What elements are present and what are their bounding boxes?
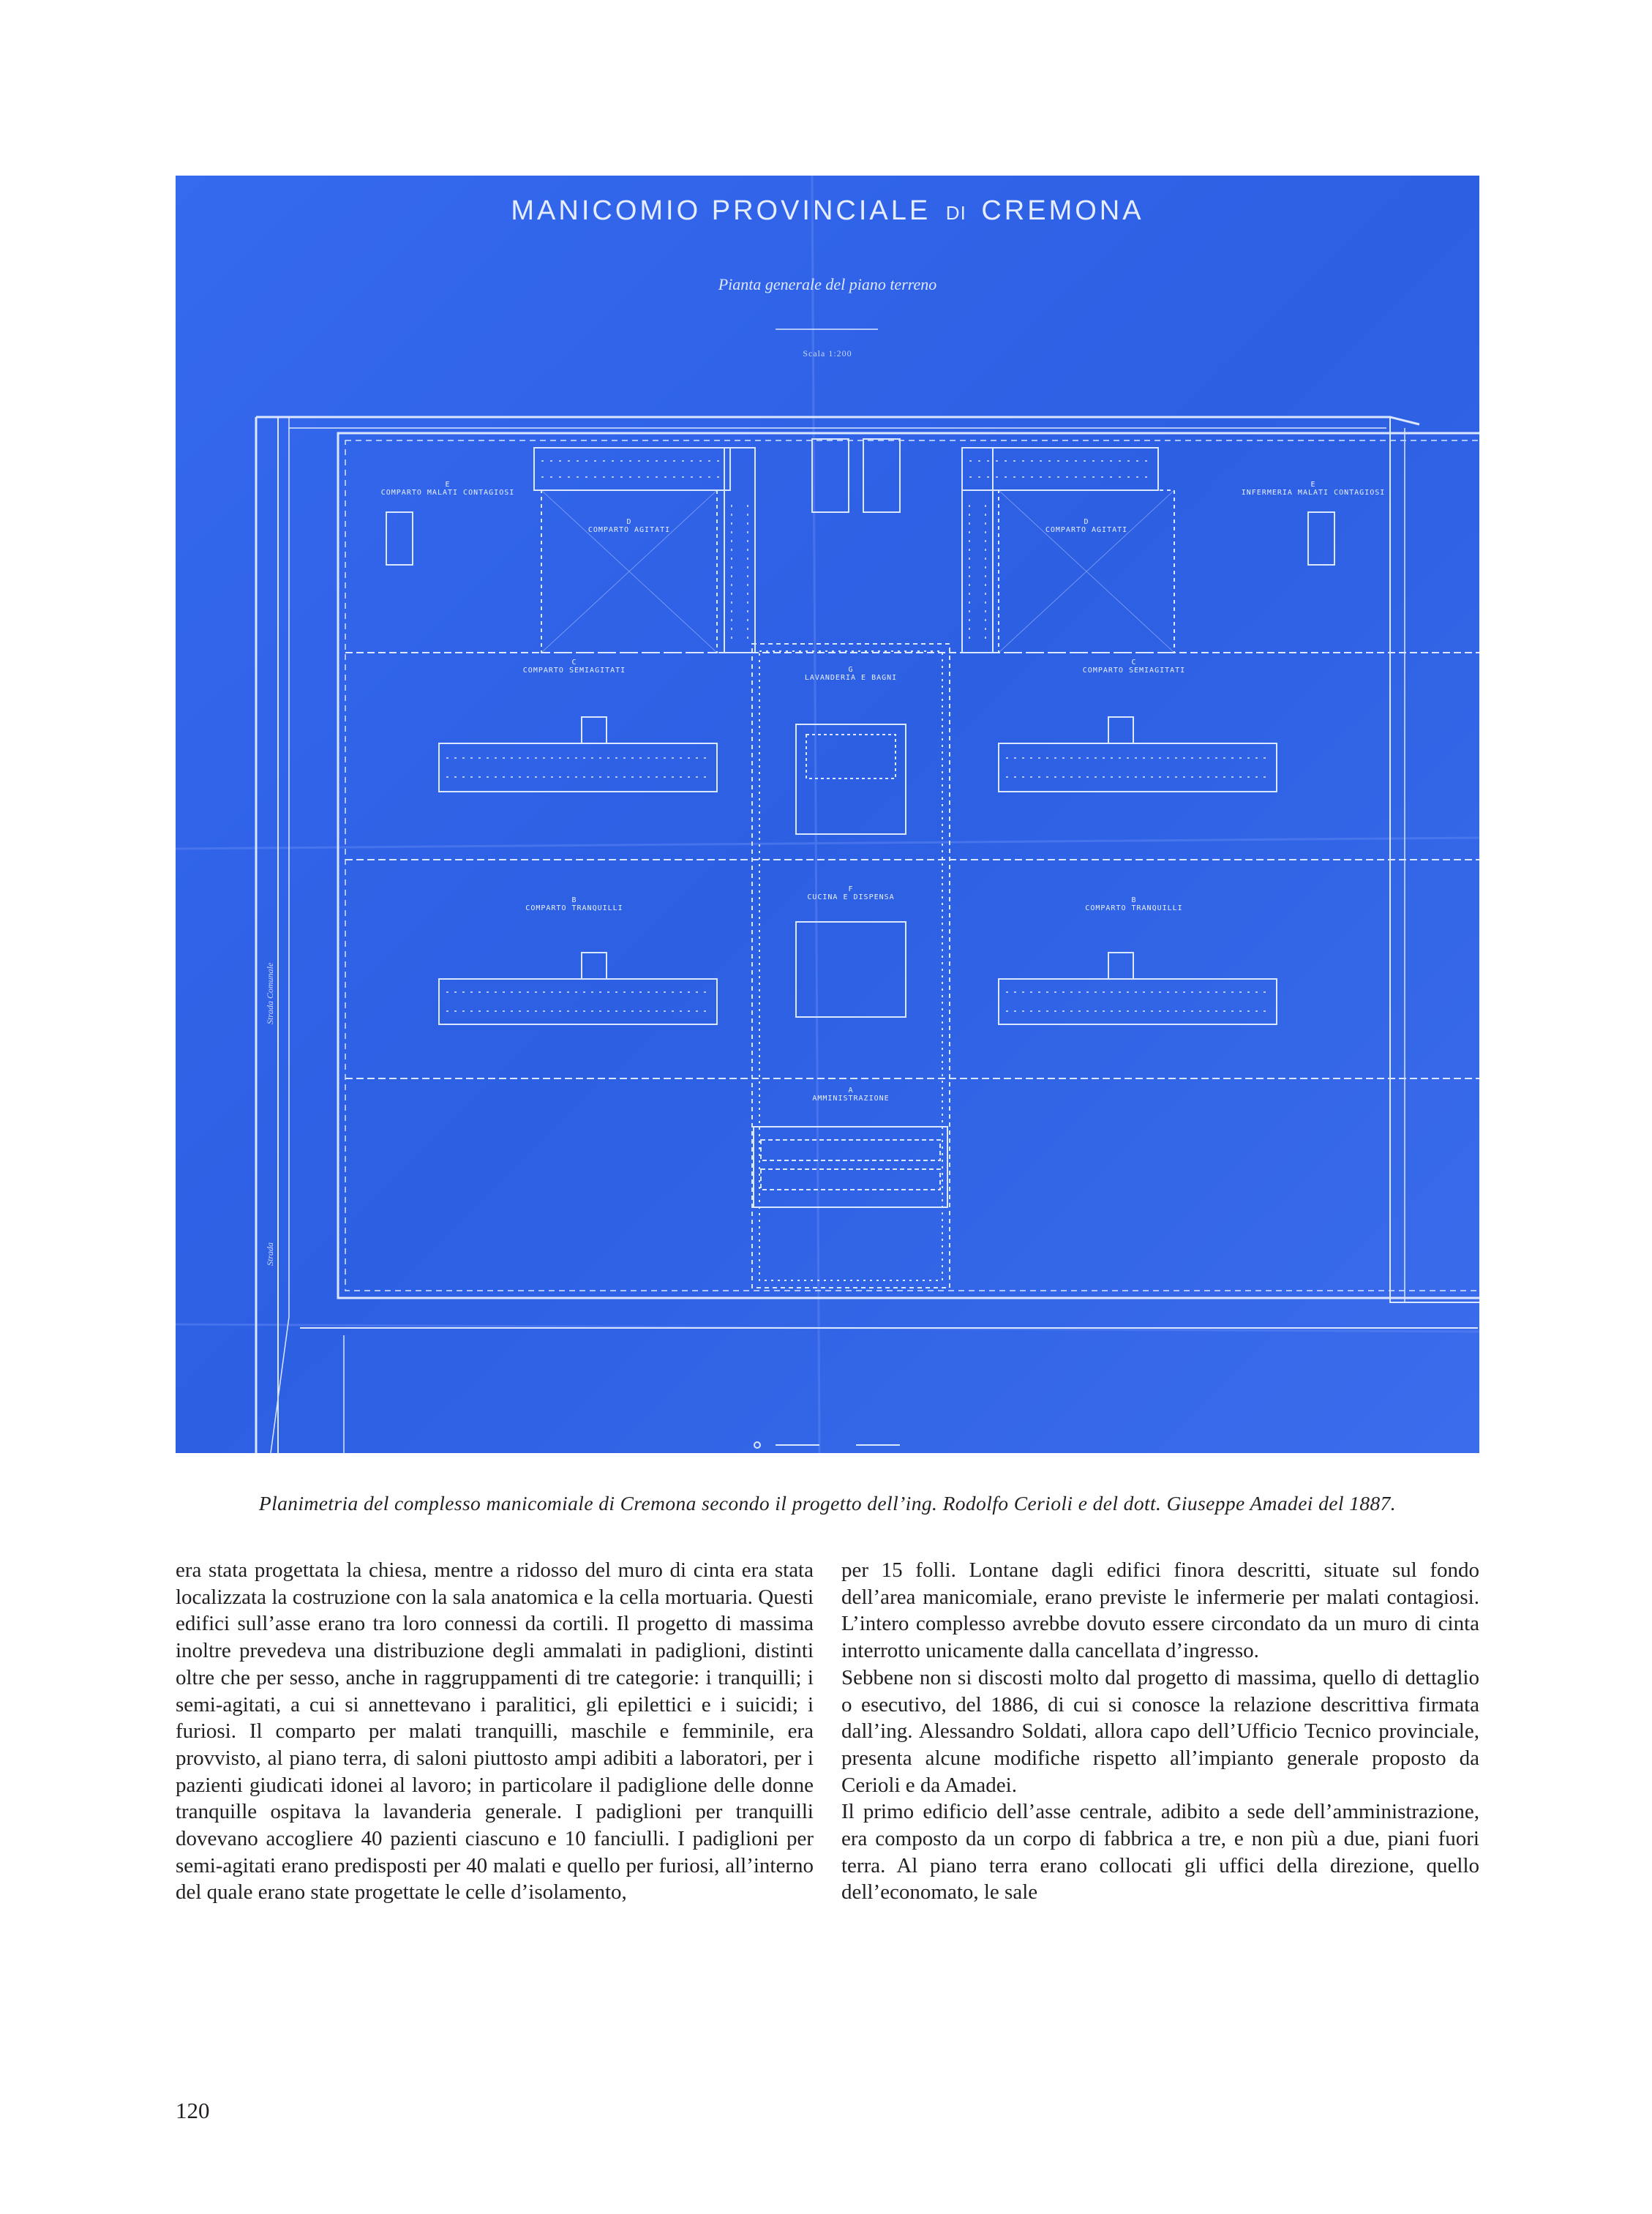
plan-title-part-2: CREMONA bbox=[981, 195, 1144, 226]
right-paragraph-2: Sebbene non si discosti molto dal progetto di massima, quello di dettaglio o esecutivo, del 1886, di cui si conosce la relazione descrittiva firmata dall’ing. Alessandro Soldati, allora capo dell’Ufficio Tecnico provinciale, presenta alcune modifiche rispetto all’impianto generale proposto da Cerioli e da Amadei. bbox=[841, 1665, 1479, 1797]
plan-title-part-1: MANICOMIO PROVINCIALE bbox=[511, 195, 931, 226]
label-c-right-desc: COMPARTO SEMIAGITATI bbox=[1082, 667, 1186, 675]
label-g-center-letter: G bbox=[848, 666, 854, 674]
label-d-left bbox=[588, 518, 670, 534]
label-e-right-desc: INFERMERIA MALATI CONTAGIOSI bbox=[1241, 489, 1386, 497]
label-b-right bbox=[1085, 896, 1182, 912]
label-d-right bbox=[1045, 518, 1127, 534]
label-d-right-letter: D bbox=[1084, 518, 1089, 526]
right-paragraph-3: Il primo edificio dell’asse centrale, adibito a sede dell’amministrazione, era composto da un corpo di fabbrica a tre, e non più a due, piani fuori terra. Al piano terra erano collocati gli uffici della direzione, quello dell’economato, le sale bbox=[841, 1800, 1479, 1905]
label-a-center-desc: AMMINISTRAZIONE bbox=[812, 1095, 890, 1103]
label-c-left-letter: C bbox=[571, 658, 577, 667]
label-a-center-letter: A bbox=[848, 1087, 854, 1095]
label-c-left-desc: COMPARTO SEMIAGITATI bbox=[522, 667, 626, 675]
label-c-left bbox=[523, 658, 626, 675]
label-c-right bbox=[1083, 658, 1185, 675]
label-b-left bbox=[525, 896, 623, 912]
plan-subtitle: Pianta generale del piano terreno bbox=[718, 275, 937, 293]
label-e-left-desc: COMPARTO MALATI CONTAGIOSI bbox=[380, 489, 515, 497]
label-g-center-desc: LAVANDERIA E BAGNI bbox=[804, 674, 898, 682]
label-e-right-letter: E bbox=[1310, 481, 1316, 489]
blueprint-figure bbox=[176, 176, 1479, 1453]
page-number: 120 bbox=[176, 2098, 210, 2123]
label-e-left bbox=[381, 481, 515, 497]
label-d-left-letter: D bbox=[626, 518, 632, 526]
street-label-left-2: Strada bbox=[265, 1242, 275, 1266]
label-e-left-letter: E bbox=[445, 481, 451, 489]
text-column-left bbox=[176, 1557, 814, 1906]
blueprint-drawing bbox=[176, 176, 1479, 1453]
label-c-right-letter: C bbox=[1131, 658, 1137, 667]
label-e-right bbox=[1242, 481, 1386, 497]
figure-caption: Planimetria del complesso manicomiale di Cremona secondo il progetto dell’ing. Rodolfo Cerioli e del dott. Giuseppe Amadei del 1887. bbox=[258, 1492, 1397, 1515]
label-d-left-desc: COMPARTO AGITATI bbox=[587, 526, 671, 534]
plan-scale-note: Scala 1:200 bbox=[803, 348, 852, 359]
label-g-center bbox=[805, 666, 897, 682]
plan-title-di: DI bbox=[945, 202, 966, 224]
label-b-left-letter: B bbox=[571, 896, 577, 904]
label-d-right-desc: COMPARTO AGITATI bbox=[1045, 526, 1128, 534]
right-paragraph-1: per 15 folli. Lontane dagli edifici finora descritti, situate sul fondo dell’area manicomiale, erano previste le infermerie per malati contagiosi. L’intero complesso avrebbe dovuto essere circondato da un muro di cinta interrotto unicamente dalla cancellata d’ingresso. bbox=[841, 1558, 1479, 1663]
blueprint-paper bbox=[176, 176, 1479, 1453]
label-b-right-letter: B bbox=[1131, 896, 1137, 904]
label-b-right-desc: COMPARTO TRANQUILLI bbox=[1085, 904, 1183, 912]
label-b-left-desc: COMPARTO TRANQUILLI bbox=[525, 904, 623, 912]
text-column-right bbox=[841, 1557, 1479, 1906]
label-a-center bbox=[812, 1087, 889, 1103]
plan-title bbox=[176, 195, 1479, 227]
label-f-center bbox=[807, 885, 894, 901]
label-f-center-desc: CUCINA E DISPENSA bbox=[807, 893, 895, 901]
street-label-left: Strada Comunale bbox=[265, 962, 275, 1024]
left-paragraph-1: era stata progettata la chiesa, mentre a ridosso del muro di cinta era stata localizzata la costruzione con la sala anatomica e la cella mortuaria. Questi edifici sull’asse erano tra loro connessi da cortili. Il progetto di massima inoltre prevedeva una distribuzione degli ammalati in padiglioni, distinti oltre che per sesso, anche in raggruppamenti di tre categorie: i tranquilli; i semi-agitati, a cui si annettevano i paralitici, gli epilettici e i suicidi; i furiosi. Il comparto per malati tranquilli, maschile e femminile, era provvisto, al piano terra, di saloni piuttosto ampi adibiti a laboratori, per i pazienti giudicati idonei al lavoro; in particolare il padiglione delle donne tranquille ospitava la lavanderia generale. I padiglioni per tranquilli dovevano accogliere 40 pazienti ciascuno e 10 fanciulli. I padiglioni per semi-agitati erano predisposti per 40 malati e quello per furiosi, all’interno del quale erano state progettate le celle d’isolamento, bbox=[176, 1558, 814, 1905]
label-f-center-letter: F bbox=[848, 885, 854, 893]
